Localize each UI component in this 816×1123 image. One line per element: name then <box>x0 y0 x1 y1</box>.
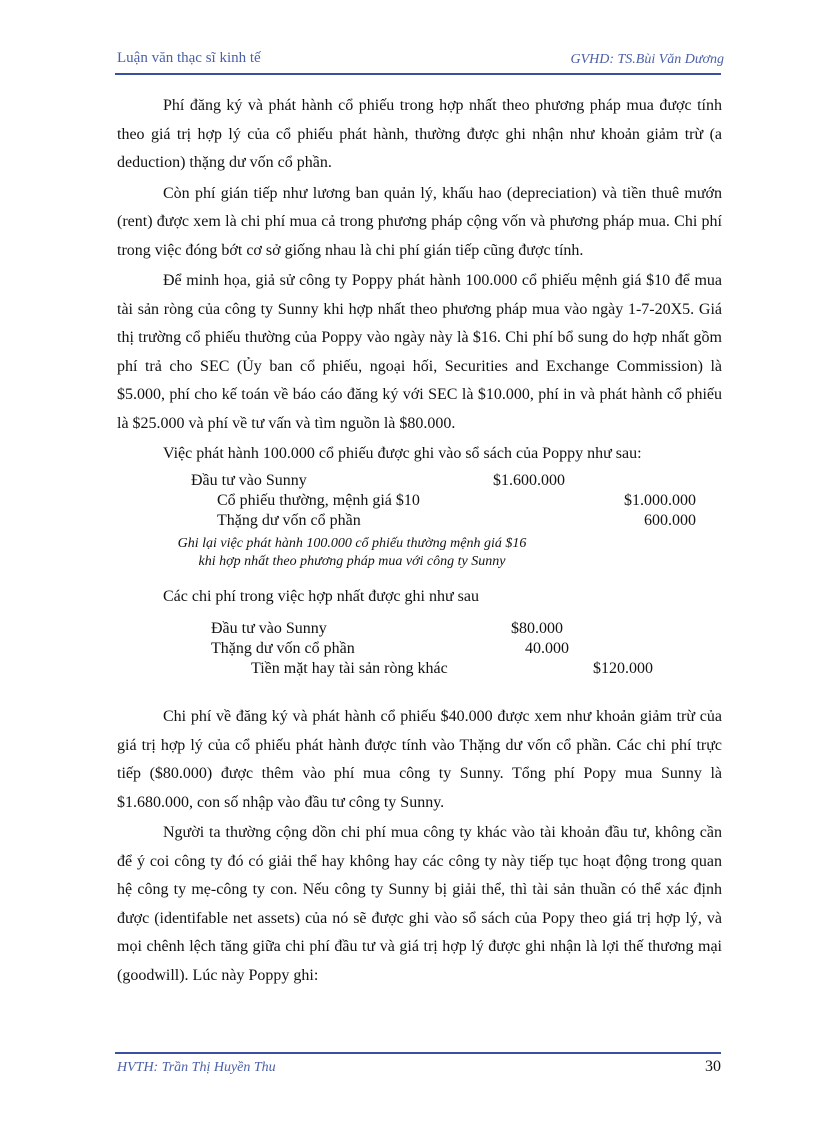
journal-row <box>117 639 722 659</box>
account-name: Đầu tư vào Sunny <box>211 620 327 637</box>
credit-amount: $1.000.000 <box>624 491 696 509</box>
journal-row <box>117 491 722 511</box>
account-name: Thặng dư vốn cổ phần <box>211 640 355 657</box>
debit-amount: $1.600.000 <box>493 471 565 489</box>
journal-row <box>117 471 722 491</box>
footer-author: HVTH: Trần Thị Huyền Thu <box>117 1060 276 1075</box>
credit-amount: 600.000 <box>644 511 696 529</box>
paragraph-poppy-example: Để minh họa, giả sử công ty Poppy phát hành 100.000 cổ phiếu mệnh giá $10 để mua tài sản ròng của công ty Sunny khi hợp nhất theo phương pháp mua vào ngày 1-7-20X5. Giá thị trường cổ phiếu thường của Poppy vào ngày này là $16. Chi phí bổ sung do hợp nhất gồm phí trả cho SEC (Ủy ban cổ phiếu, ngoại hối, Securities and Exchange Commission) là $5.000, phí cho kế toán về báo cáo đăng ký với SEC là $10.000, phí in và phát hành cổ phiếu là $25.000 và phí về tư vấn và tìm nguồn là $80.000. <box>117 272 722 432</box>
entry-note-line: Ghi lại việc phát hành 100.000 cổ phiếu thường mệnh giá $16 <box>177 535 527 551</box>
page-body <box>117 90 722 990</box>
account-name: Đầu tư vào Sunny <box>191 471 307 489</box>
journal-entry-issuance <box>117 471 722 531</box>
account-name: Cổ phiếu thường, mệnh giá $10 <box>217 491 420 509</box>
journal-entry-costs <box>117 619 722 679</box>
paragraph-goodwill: Người ta thường cộng dồn chi phí mua công ty khác vào tài khoản đầu tư, không cần để ý coi công ty đó có giải thể hay không hay các công ty này tiếp tục hoạt động trong quan hệ công ty mẹ-công ty con. Nếu công ty Sunny bị giải thể, thì tài sản thuần có thể xác định được (identifable net assets) của nó sẽ được ghi vào sổ sách của Popy theo giá trị hợp lý, và mọi chênh lệch tăng giữa chi phí đầu tư và giá trị hợp lý được ghi nhận là lợi thế thương mại (goodwill). Lúc này Poppy ghi: <box>117 824 722 984</box>
entry-note-line: khi hợp nhất theo phương pháp mua với công ty Sunny <box>198 553 506 569</box>
paragraph-costs-intro: Các chi phí trong việc hợp nhất được ghi như sau <box>163 587 479 605</box>
paragraph-issuance-fees: Phí đăng ký và phát hành cổ phiếu trong hợp nhất theo phương pháp mua được tính theo giá trị hợp lý của cổ phiếu phát hành, thường được ghi nhận như khoản giảm trừ (a deduction) thặng dư vốn cổ phần. <box>117 97 722 171</box>
entry-note <box>117 535 587 571</box>
journal-row <box>117 659 722 679</box>
journal-row <box>117 619 722 639</box>
header-advisor: GVHD: TS.Bùi Văn Dương <box>570 52 724 67</box>
footer-divider <box>115 1052 721 1054</box>
debit-amount: 40.000 <box>525 640 569 657</box>
paragraph-entry-intro: Việc phát hành 100.000 cổ phiếu được ghi vào sổ sách của Poppy như sau: <box>163 445 642 462</box>
page-number: 30 <box>705 1058 721 1075</box>
debit-amount: $80.000 <box>511 620 563 637</box>
header-divider <box>115 73 721 75</box>
account-name: Thặng dư vốn cổ phần <box>217 511 361 529</box>
credit-amount: $120.000 <box>593 660 653 677</box>
paragraph-indirect-costs: Còn phí gián tiếp như lương ban quản lý, khấu hao (depreciation) và tiền thuê mướn (rent) được xem là chi phí mua cả trong phương pháp cộng vốn và phương pháp mua. Chi phí trong việc đóng bớt cơ sở giống nhau là chi phí gián tiếp cũng được tính. <box>117 184 722 259</box>
journal-row <box>117 511 722 531</box>
header-thesis-title: Luận văn thạc sĩ kinh tế <box>117 50 261 66</box>
account-name: Tiền mặt hay tài sản ròng khác <box>251 660 448 677</box>
paragraph-cost-explanation: Chi phí về đăng ký và phát hành cổ phiếu $40.000 được xem như khoản giảm trừ của giá trị hợp lý của cổ phiếu phát hành được tính vào Thặng dư vốn cổ phần. Các chi phí trực tiếp ($80.000) được thêm vào phí mua công ty Sunny. Tổng phí Popy mua Sunny là $1.680.000, con số nhập vào đầu tư công ty Sunny. <box>117 708 722 811</box>
